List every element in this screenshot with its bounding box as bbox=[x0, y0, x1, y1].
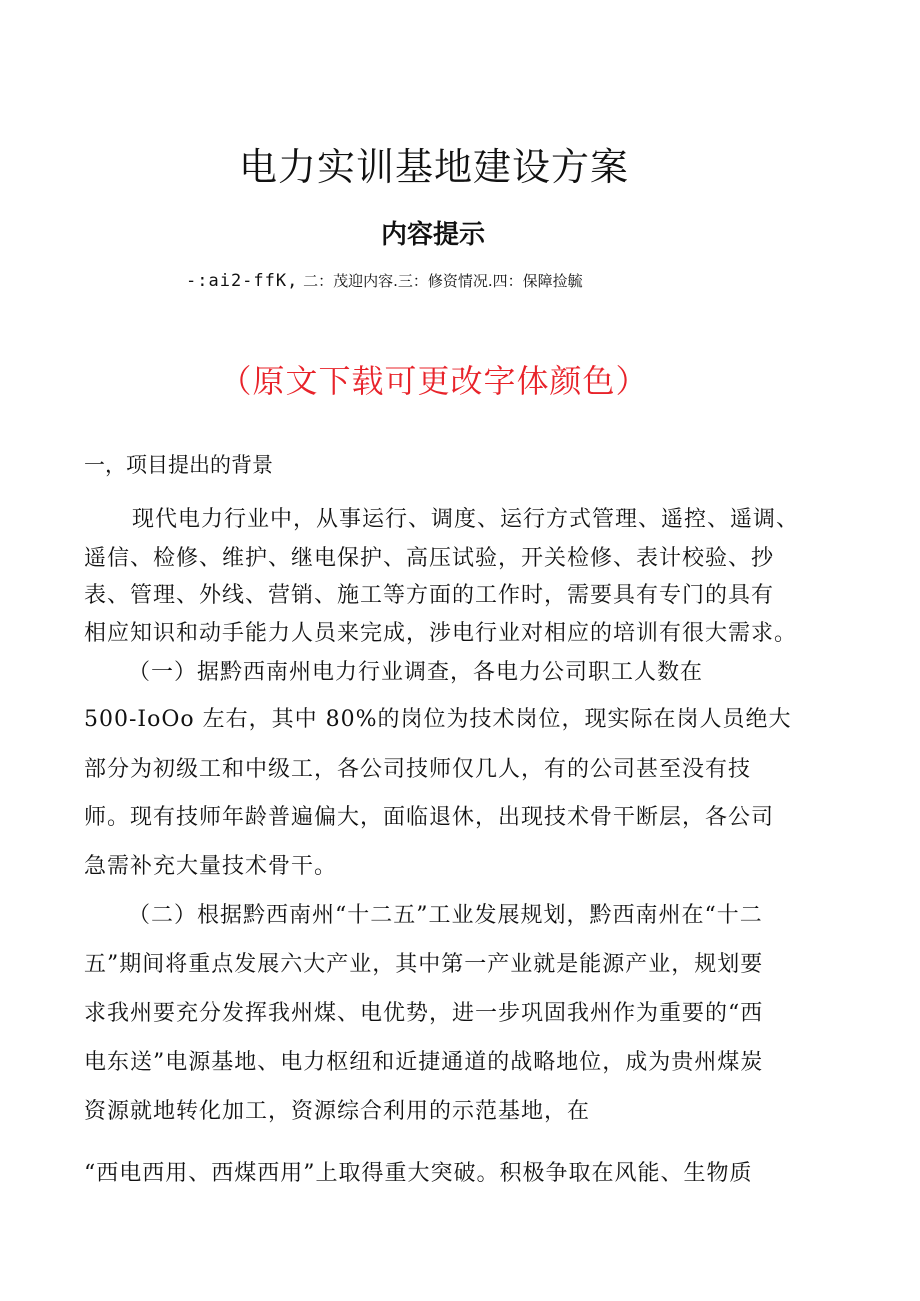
paragraph-line: 相应知识和动手能力人员来完成，涉电行业对相应的培训有很大需求。 bbox=[84, 621, 798, 646]
section-heading-background: 一，项目提出的背景 bbox=[84, 453, 273, 477]
paragraph-line: 电东送”电源基地、电力枢纽和近捷通道的战略地位，成为贵州煤炭 bbox=[84, 1050, 764, 1075]
paragraph-line: “西电西用、西煤西用”上取得重大突破。积极争取在风能、生物质 bbox=[84, 1161, 753, 1186]
download-notice: （原文下载可更改字体颜色） bbox=[219, 362, 649, 400]
paragraph-line: 五”期间将重点发展六大产业，其中第一产业就是能源产业，规划要 bbox=[84, 952, 764, 977]
paragraph-line: 表、管理、外线、营销、施工等方面的工作时，需要具有专门的具有 bbox=[84, 583, 775, 608]
outline-remaining-parts: 二：茂迎内容.三：修资情况.四：保障捡毓 bbox=[303, 272, 583, 290]
paragraph-line: 资源就地转化加工，资源综合利用的示范基地，在 bbox=[84, 1099, 591, 1124]
paragraph-line: 师。现有技师年龄普遍偏大，面临退休，出现技术骨干断层，各公司 bbox=[84, 805, 775, 830]
paragraph-line: 现代电力行业中，从事运行、调度、运行方式管理、遥控、遥调、 bbox=[132, 507, 800, 532]
paragraph-line: 急需补充大量技术骨干。 bbox=[84, 854, 338, 879]
content-hint-heading: 内容提示 bbox=[380, 220, 485, 250]
paragraph-line: 部分为初级工和中级工，各公司技师仅几人，有的公司甚至没有技 bbox=[84, 757, 752, 782]
paragraph-line: （二）根据黔西南州“十二五”工业发展规划，黔西南州在“十二 bbox=[128, 903, 763, 928]
paragraph-line: 500-IoOo 左右，其中 80%的岗位为技术岗位，现实际在岗人员绝大 bbox=[84, 707, 792, 732]
paragraph-line: （一）据黔西南州电力行业调查，各电力公司职工人数在 bbox=[128, 660, 704, 685]
paragraph-line: 遥信、检修、维护、继电保护、高压试验，开关检修、表计校验、抄 bbox=[84, 546, 775, 571]
document-title: 电力实训基地建设方案 bbox=[238, 145, 629, 189]
outline-part-one: -:ai2-ffK, bbox=[186, 271, 299, 291]
content-outline bbox=[186, 270, 583, 291]
paragraph-line: 求我州要充分发挥我州煤、电优势，进一步巩固我州作为重要的“西 bbox=[84, 1001, 764, 1026]
